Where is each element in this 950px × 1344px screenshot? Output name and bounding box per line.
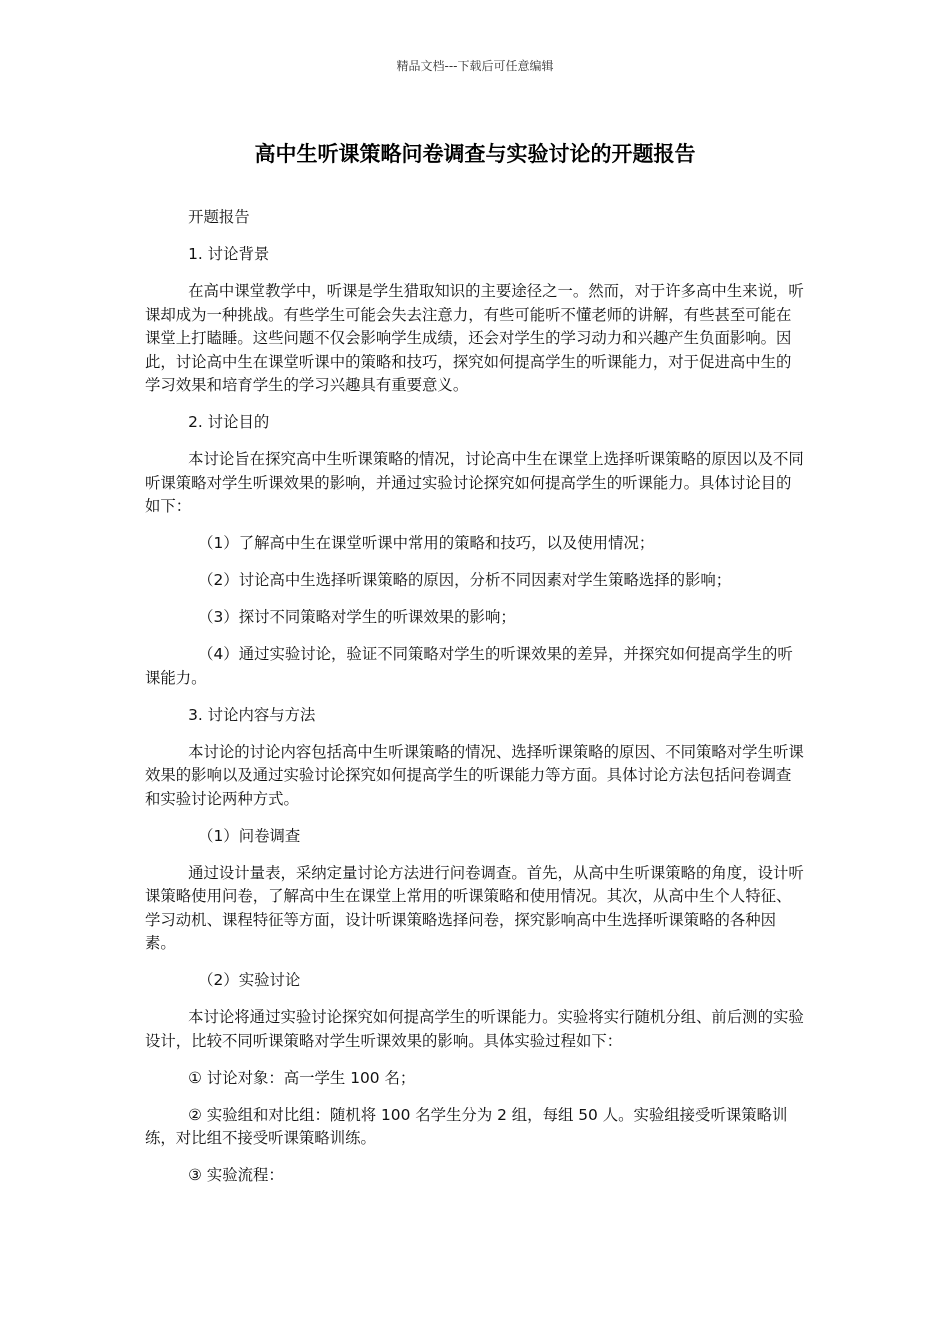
paragraph-content-method: 本讨论的讨论内容包括高中生听课策略的情况、选择听课策略的原因、不同策略对学生听课效果的影响以及通过实验讨论探究如何提高学生的听课能力等方面。具体讨论方法包括问卷调查和实验讨论两种方式。: [145, 742, 804, 808]
purpose-item-3: （3）探讨不同策略对学生的听课效果的影响；: [198, 608, 516, 626]
paragraph-questionnaire: 通过设计量表，采纳定量讨论方法进行问卷调查。首先，从高中生听课策略的角度，设计听课策略使用问卷，了解高中生在课堂上常用的听课策略和使用情况。其次，从高中生个人特征、学习动机、课程特征等方面，设计听课策略选择问卷，探究影响高中生选择听课策略的各种因素。: [145, 863, 804, 952]
experiment-step-3: ③ 实验流程：: [188, 1166, 284, 1184]
paragraph-experiment: 本讨论将通过实验讨论探究如何提高学生的听课能力。实验将实行随机分组、前后测的实验设计，比较不同听课策略对学生听课效果的影响。具体实验过程如下：: [145, 1008, 804, 1050]
experiment-step-2: ② 实验组和对比组：随机将 100 名学生分为 2 组，每组 50 人。实验组接受听课策略训练，对比组不接受听课策略训练。: [145, 1105, 788, 1147]
paragraph-purpose: 本讨论旨在探究高中生听课策略的情况，讨论高中生在课堂上选择听课策略的原因以及不同听课策略对学生听课效果的影响，并通过实验讨论探究如何提高学生的听课能力。具体讨论目的如下：: [145, 450, 804, 515]
purpose-item-1: （1）了解高中生在课堂听课中常用的策略和技巧，以及使用情况；: [198, 534, 655, 552]
subheading-questionnaire: （1）问卷调查: [198, 826, 301, 845]
page-header: 精品文档---下载后可任意编辑: [396, 59, 554, 73]
document-title: 高中生听课策略问卷调查与实验讨论的开题报告: [254, 142, 696, 166]
heading-background: 1. 讨论背景: [188, 245, 270, 263]
experiment-step-1: ① 讨论对象：高一学生 100 名；: [188, 1068, 416, 1087]
document-body: [145, 206, 805, 1201]
section-label-report: 开题报告: [188, 208, 250, 226]
paragraph-background: 在高中课堂教学中，听课是学生猎取知识的主要途径之一。然而，对于许多高中生来说，听课却成为一种挑战。有些学生可能会失去注意力，有些可能听不懂老师的讲解，有些甚至可能在课堂上打瞌睡。这些问题不仅会影响学生成绩，还会对学生的学习动力和兴趣产生负面影响。因此，讨论高中生在课堂听课中的策略和技巧，探究如何提高学生的听课能力，对于促进高中生的学习效果和培育学生的学习兴趣具有重要意义。: [145, 282, 804, 394]
purpose-item-2: （2）讨论高中生选择听课策略的原因，分析不同因素对学生策略选择的影响；: [198, 571, 732, 589]
purpose-item-4: （4）通过实验讨论，验证不同策略对学生的听课效果的差异，并探究如何提高学生的听课能力。: [145, 645, 793, 687]
heading-content-method: 3. 讨论内容与方法: [188, 705, 316, 724]
subheading-experiment: （2）实验讨论: [198, 971, 301, 989]
heading-purpose: 2. 讨论目的: [188, 413, 270, 431]
